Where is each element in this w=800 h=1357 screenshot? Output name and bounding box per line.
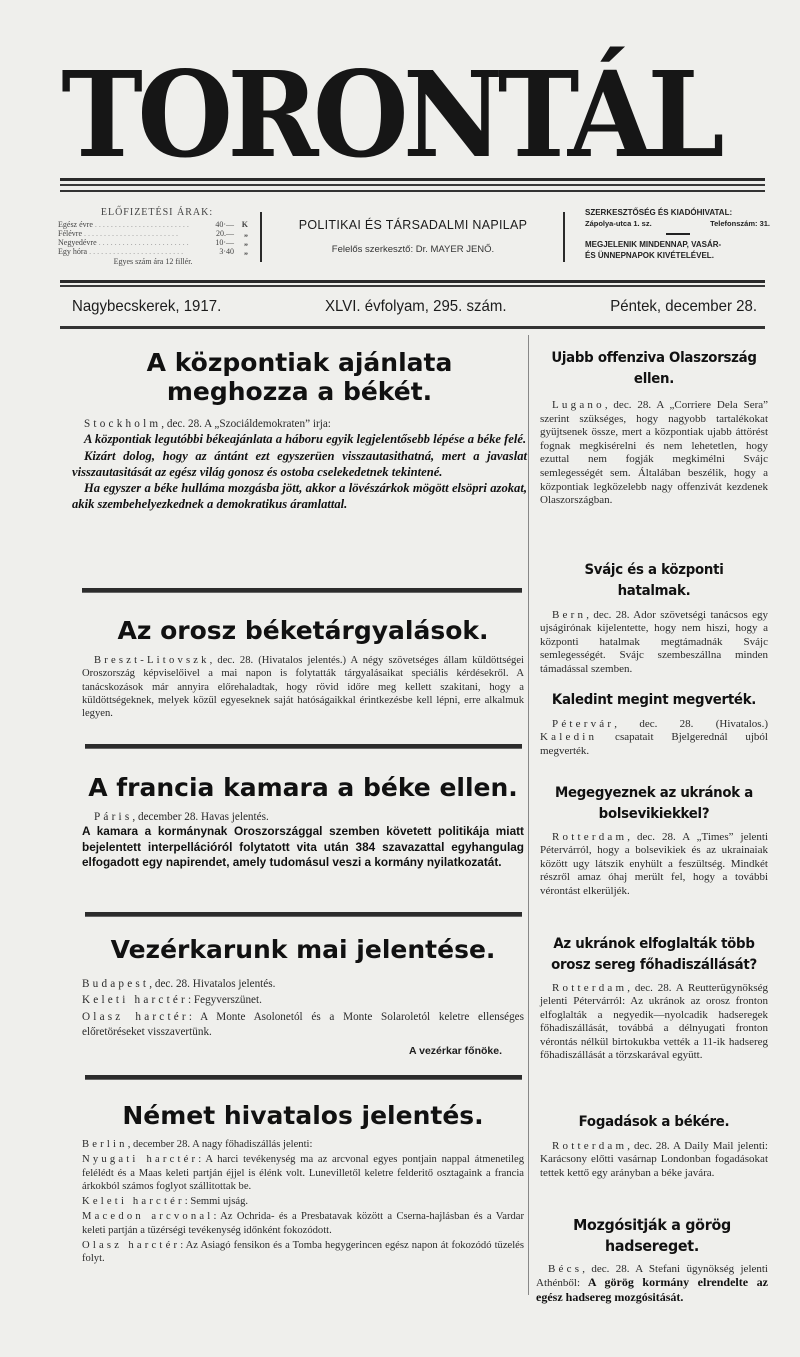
article-ukranok-fohadiszallas: Az ukránok elfoglalták több orosz sereg főhadiszállását? Rotterdam, dec. 28. A Reutterügynökség jelenti Pétervárról: Az ukránok az orosz fronton elfoglalták a negyedik—nyolcadik hadseregek főhadiszállását, továbbá a délnyugati fronton vérontás nélkül birtokukba vették a 11-ik hadsereg főhadiszállását a törzskarával együtt. bbox=[540, 936, 768, 1062]
single-issue-price: Egyes szám ára 12 fillér. bbox=[113, 257, 193, 266]
price-row: Egész évre . . . 40·— K bbox=[58, 220, 248, 229]
article-fogadasok: Fogadások a békére. Rotterdam, dec. 28. A Daily Mail jelenti: Karácsony előtti vasárnap Londonban fogadásokat tettek kettő egy arányban a béke javára. bbox=[540, 1114, 768, 1179]
dateline bbox=[72, 298, 757, 316]
ornament-divider bbox=[666, 233, 690, 235]
article-kaledin: Kaledint megint megverték. Pétervár, dec. 28. (Hivatalos.) Kaledin csapatait Bjelgerednál ujból megverték. bbox=[540, 692, 768, 757]
header-divider bbox=[563, 212, 565, 262]
article-offenziva: Ujabb offenziva Olaszország ellen. Lugano, dec. 28. A „Corriere Dela Sera” szerint szükséges, hogy nagyobb tartalékokat gyüjtsenek össze, mert a központiak ujabb áttörést fognak megkisérelni és nem lehetetlen, hogy ezuttal nem fogják megkimélni Svájc semlegességét sem. Általában beszélik, hogy a központiak legközelebb nagy offenzivát kezdenek Olaszországban. bbox=[540, 350, 768, 507]
issue-date: Péntek, december 28. bbox=[610, 297, 757, 316]
headline: Az ukránok elfoglalták több orosz sereg főhadiszállását? bbox=[551, 936, 757, 973]
editor-line: Felelős szerkesztő: Dr. MAYER JENŐ. bbox=[331, 244, 495, 255]
headline: Kaledint megint megverték. bbox=[551, 692, 757, 708]
subscription-prices bbox=[58, 208, 248, 266]
headline: Fogadások a békére. bbox=[578, 1114, 730, 1130]
headline: Német hivatalos jelentés. bbox=[122, 1101, 484, 1130]
price-row: Negyedévre . . . 10·— „ bbox=[58, 238, 248, 247]
article-rule bbox=[85, 1075, 522, 1080]
newspaper-title: TORONTÁL bbox=[61, 45, 719, 184]
dateline-rule bbox=[60, 326, 765, 329]
phone: Telefonszám: 31. bbox=[710, 219, 770, 228]
article-francia-kamara: A francia kamara a béke ellen. Páris, december 28. Havas jelentés. A kamara a kormánynak Oroszországgal szemben követett politikája miatt bejelentett interpellációról folytatott vita után 384 szavazattal egyhangulag elfogadott egy napirendet, amely tudomásul veszi a kormány nyilatkozatát. bbox=[82, 773, 524, 870]
headline: Vezérkarunk mai jelentése. bbox=[110, 935, 496, 964]
prices-title: ELŐFIZETÉSI ÁRAK: bbox=[100, 207, 214, 218]
article-svajc: Svájc és a központi hatalmak. Bern, dec. 28. Ador szövetségi tanácsos egy ujságirónak kijelentette, hogy nem hiszi, hogy a központi hatalmak megtámadnák Svájc semlegességét. Svájc szembeszállna minden támadással szemben. bbox=[540, 562, 768, 675]
office-info: SZERKESZTŐSÉG ÉS KIADÓHIVATAL: Zápolya-utca 1. sz. Telefonszám: 31. MEGJELENIK MINDENNAP, VASÁR- ÉS ÜNNEPNAPOK KIVÉTELÉVEL. bbox=[585, 208, 770, 260]
article-vezerkar: Vezérkarunk mai jelentése. Budapest, dec. 28. Hivatalos jelentés. Keleti harctér: Fegyverszünet. Olasz harctér: A Monte Asolonetól és a Monte Solaroletól keletre ellenséges előretöréseket visszavertünk. A vezérkar főnöke. bbox=[82, 935, 525, 1057]
paper-subtitle: POLITIKAI ÉS TÁRSADALMI NAPILAP bbox=[298, 218, 528, 232]
headline: Az orosz béketárgyalások. bbox=[117, 616, 489, 645]
article-rule bbox=[85, 744, 522, 749]
headline: Mozgósitják a görög hadsereget. bbox=[573, 1216, 731, 1255]
article-gorog-mozgositas: Mozgósitják a görög hadsereget. Bécs, dec. 28. A Stefani ügynökség jelenti Athénből: A görög kormány elrendelte az egész hadsereg mozgósitását. bbox=[536, 1216, 768, 1304]
volume-issue: XLVI. évfolyam, 295. szám. bbox=[325, 297, 507, 316]
header-divider bbox=[260, 212, 262, 262]
article-rule bbox=[82, 588, 522, 593]
masthead-rule-thin bbox=[60, 190, 765, 192]
price-row: Egy hóra . . . 3·40 „ bbox=[58, 247, 248, 256]
headline: Ujabb offenziva Olaszország ellen. bbox=[551, 350, 757, 387]
masthead-rule bbox=[60, 178, 765, 186]
price-row: Félévre . . . 20.— „ bbox=[58, 229, 248, 238]
article-rule bbox=[85, 912, 522, 917]
header-center bbox=[268, 218, 558, 255]
article-nemet-jelentes: Német hivatalos jelentés. Berlin, december 28. A nagy főhadiszállás jelenti: Nyugati harctér: A harci tevékenység ma az arcvonal egyes pontjain nappal átmenetileg felélédt és a Maas keleti partján éjjel is élénk volt. Lunevilletől keletre felderitő osztagaink a francia árkokból számos foglyot szállitottak be. Keleti harctér: Semmi ujság. Macedon arcvonal: Az Ochrida- és a Presbatavak között a Cserna-hajlásban és a Vardar keleti partján a tüzérségi tevékenység időnként fokozódott. Olasz harctér: Az Asiagó fensikon és a Tomba hegygerincen egész napon át fokozódó tüzelés folyt. bbox=[82, 1101, 525, 1265]
signature: A vezérkar főnöke. bbox=[409, 1044, 502, 1057]
place-year: Nagybecskerek, 1917. bbox=[72, 297, 222, 316]
article-kozpontiak: A központiak ajánlata meghozza a békét. Stockholm, dec. 28. A „Szociáldemokraten” irja: A központiak legutóbbi békeajánlata a háboru egyik legjelentősebb lépése a béke felé. Kizárt dolog, hogy az ántánt ezt egyszerüen visszautasithatná, mert a javaslat visszautasitását az egész világ gonosz és ostoba cselekedetnek tekintené. Ha egyszer a béke hulláma mozgásba jött, akkor a lövészárkok mögött elsöpri azokat, akik szembehelyezkednek a demokratikus áramlattal. bbox=[72, 348, 527, 512]
article-orosz-beketargyalasok: Az orosz béketárgyalások. Breszt-Litovszk, dec. 28. (Hivatalos jelentés.) A négy szövetséges állam küldöttségei Oroszország képviselőivel a mai napon is folytatták tárgyalásaikat speciális kérdésekről. A tanácskozások már annyira előrehaladtak, hogy rövid időre meg kellett szakitani, hogy a küldöttségeknek, melyek közül egyeseknek saját hatóságaikkal érintkezésbe kell lépni, erre alkalmuk legyen. bbox=[82, 616, 524, 720]
headline: A francia kamara a béke ellen. bbox=[88, 773, 518, 802]
column-divider bbox=[528, 335, 529, 1295]
headline: A központiak ajánlata meghozza a békét. bbox=[146, 348, 453, 406]
header-rule bbox=[60, 280, 765, 287]
address: Zápolya-utca 1. sz. bbox=[585, 219, 652, 228]
headline: Svájc és a központi hatalmak. bbox=[584, 562, 724, 599]
article-ukranok-bolsevikiek: Megegyeznek az ukránok a bolsevikiekkel? Rotterdam, dec. 28. A „Times” jelenti Pétervárról, hogy a bolsevikiek és az ukrainaiak között ugy látszik enyhült a feszültség. Mindkét részről amaz óhaj merült fel, hogy a további vérontást elkerüljék. bbox=[540, 785, 768, 897]
headline: Megegyeznek az ukránok a bolsevikiekkel? bbox=[555, 785, 753, 822]
article-dateline: Stockholm, dec. 28. A „Szociáldemokraten” irja: bbox=[84, 418, 331, 430]
